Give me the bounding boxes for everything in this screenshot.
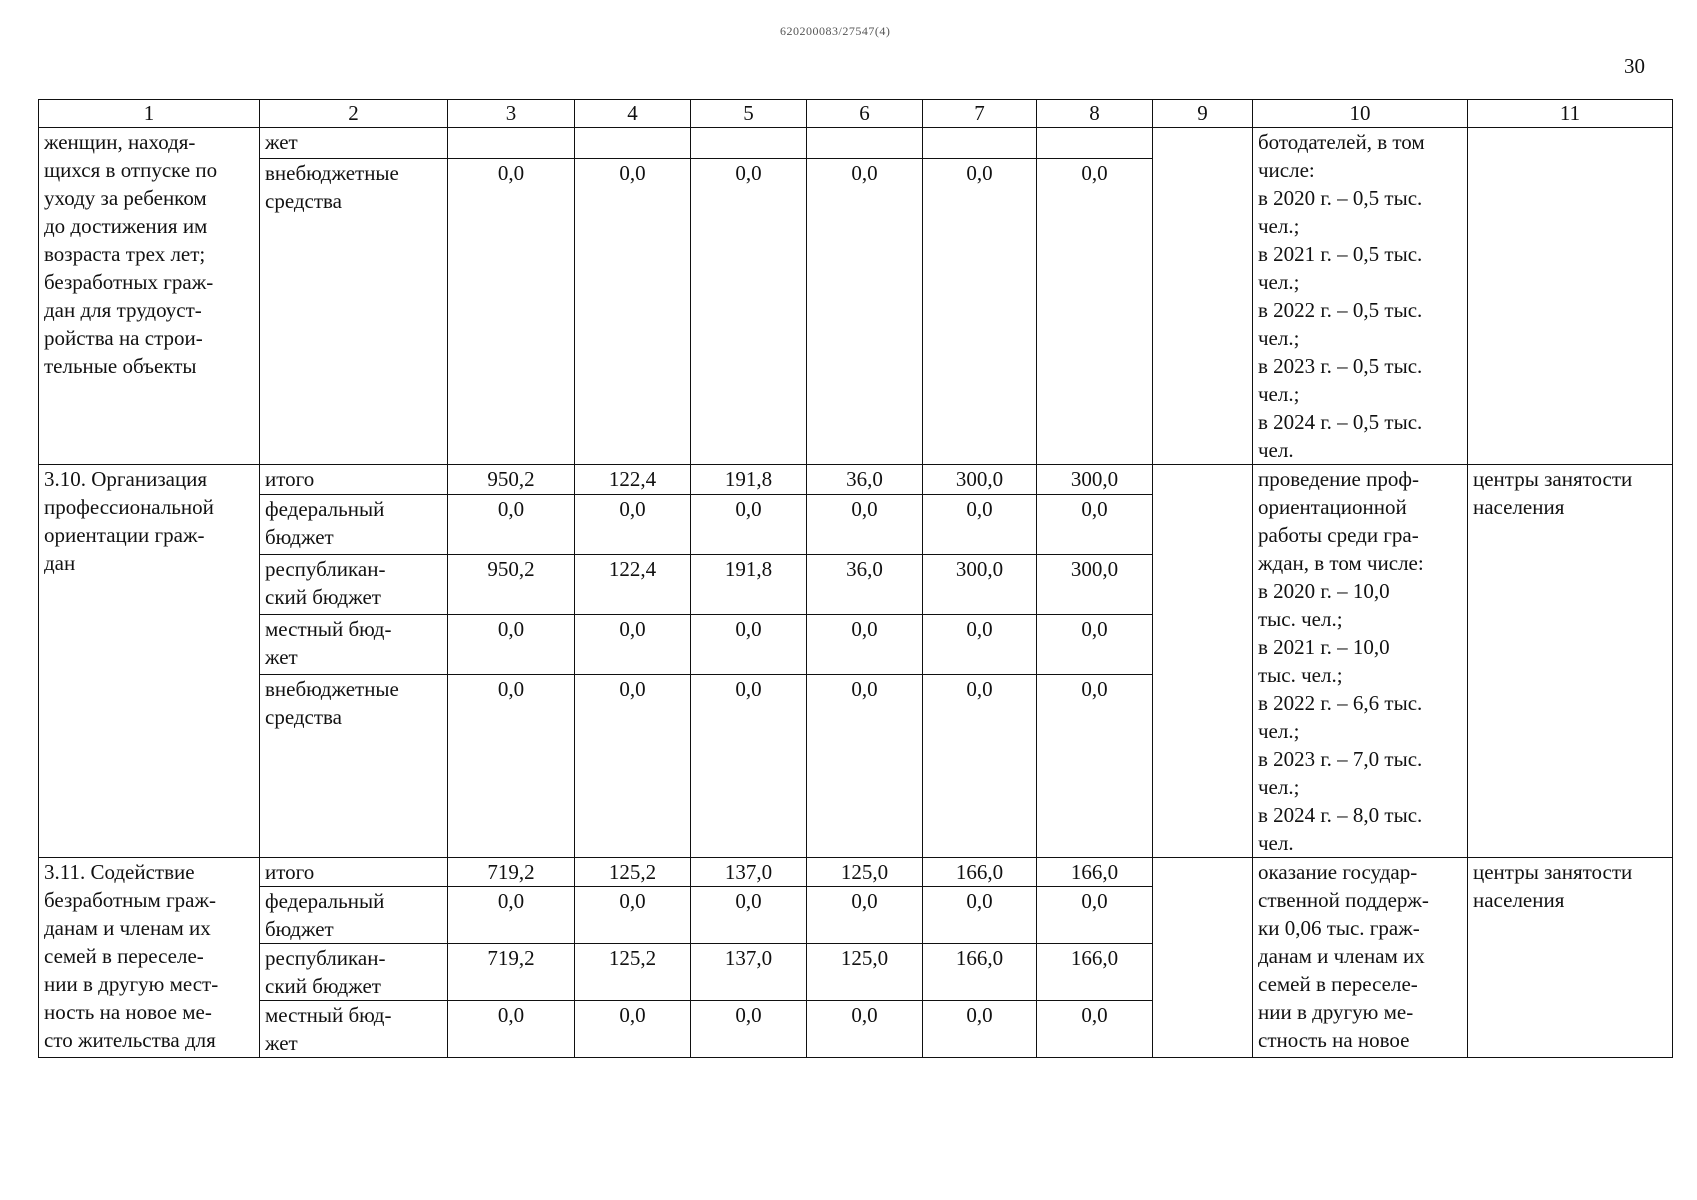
text-line: безработным граж-	[44, 888, 217, 912]
column-number: 4	[575, 100, 691, 128]
amount-cell: 300,0	[923, 555, 1037, 615]
text-line: в 2024 г. – 8,0 тыс.	[1258, 803, 1423, 827]
text-line: дан для трудоуст-	[44, 298, 202, 322]
amount-cell: 0,0	[1037, 674, 1153, 857]
amount-cell: 0,0	[448, 158, 575, 464]
amount-cell: 0,0	[448, 1001, 575, 1058]
executor-cell	[1468, 465, 1673, 858]
amount-cell: 0,0	[575, 614, 691, 674]
funding-source-cell	[260, 887, 448, 944]
amount-cell: 0,0	[575, 887, 691, 944]
text-line: республикан-	[265, 946, 386, 970]
column-number-row	[39, 100, 1673, 128]
amount-cell: 0,0	[923, 158, 1037, 464]
text-line: нии в другую ме-	[1258, 1000, 1414, 1024]
activity-name-cell	[39, 858, 260, 1058]
amount-cell: 950,2	[448, 555, 575, 615]
amount-cell: 300,0	[1037, 555, 1153, 615]
text-line: оказание государ-	[1258, 860, 1418, 884]
text-line: ботодателей, в том	[1258, 130, 1425, 154]
text-line: ждан, в том числе:	[1258, 551, 1424, 575]
text-line: чел.	[1258, 438, 1294, 462]
text-line: итого	[265, 860, 315, 884]
funding-source-cell	[260, 1001, 448, 1058]
amount-cell: 0,0	[1037, 887, 1153, 944]
amount-cell: 0,0	[1037, 614, 1153, 674]
text-line: средства	[265, 704, 343, 729]
funding-source-cell	[260, 674, 448, 857]
text-line: ройства на строи-	[44, 326, 203, 350]
text-line: тыс. чел.;	[1258, 663, 1343, 687]
text-line: возраста трех лет;	[44, 242, 206, 266]
text-line: профессиональной	[44, 495, 214, 519]
amount-cell: 0,0	[923, 1001, 1037, 1058]
text-line: чел.;	[1258, 270, 1300, 294]
text-line: федеральный	[265, 497, 385, 522]
text-line: данам и членам их	[1258, 944, 1425, 968]
amount-cell: 36,0	[807, 555, 923, 615]
text-line: ориентационной	[1258, 495, 1407, 519]
amount-cell: 0,0	[807, 887, 923, 944]
amount-cell: 125,2	[575, 858, 691, 887]
text-line: республикан-	[265, 557, 386, 582]
funding-row	[39, 858, 1673, 887]
text-line: уходу за ребенком	[44, 186, 207, 210]
amount-cell: 0,0	[448, 495, 575, 555]
amount-cell: 0,0	[691, 887, 807, 944]
page-number: 30	[1624, 54, 1645, 78]
amount-cell: 0,0	[448, 887, 575, 944]
amount-cell: 0,0	[691, 614, 807, 674]
text-line: семей в переселе-	[1258, 972, 1418, 996]
text-line: до достижения им	[44, 214, 208, 238]
text-line: работы среди гра-	[1258, 523, 1419, 547]
amount-cell: 0,0	[691, 674, 807, 857]
column-number: 2	[260, 100, 448, 128]
amount-cell	[1037, 128, 1153, 159]
funding-source-cell	[260, 495, 448, 555]
amount-cell: 166,0	[1037, 858, 1153, 887]
text-line: в 2022 г. – 6,6 тыс.	[1258, 691, 1423, 715]
text-line: 3.11. Содействие	[44, 860, 195, 884]
funding-source-cell	[260, 128, 448, 159]
amount-cell	[691, 128, 807, 159]
text-line: центры занятости	[1473, 467, 1633, 491]
text-line: местный бюд-	[265, 1003, 392, 1027]
amount-cell: 0,0	[575, 158, 691, 464]
column-number: 11	[1468, 100, 1673, 128]
column-9-cell	[1153, 858, 1253, 1058]
amount-cell: 0,0	[575, 495, 691, 555]
amount-cell	[448, 128, 575, 159]
document-id: 620200083/27547(4)	[780, 24, 891, 38]
text-line: числе:	[1258, 158, 1315, 182]
amount-cell: 0,0	[575, 1001, 691, 1058]
amount-cell: 122,4	[575, 555, 691, 615]
column-number: 6	[807, 100, 923, 128]
funding-source-cell	[260, 158, 448, 464]
text-line: ский бюджет	[265, 585, 381, 610]
column-number: 9	[1153, 100, 1253, 128]
amount-cell: 137,0	[691, 944, 807, 1001]
column-number: 1	[39, 100, 260, 128]
text-line: ственной поддерж-	[1258, 888, 1429, 912]
funding-source-cell	[260, 858, 448, 887]
text-line: чел.;	[1258, 382, 1300, 406]
text-line: итого	[265, 467, 315, 491]
text-line: ность на новое ме-	[44, 1000, 212, 1024]
text-line: населения	[1473, 495, 1565, 519]
column-number: 5	[691, 100, 807, 128]
text-line: населения	[1473, 888, 1565, 912]
column-number: 7	[923, 100, 1037, 128]
text-line: чел.;	[1258, 326, 1300, 350]
activity-name-cell	[39, 465, 260, 858]
text-line: в 2022 г. – 0,5 тыс.	[1258, 298, 1423, 322]
amount-cell: 191,8	[691, 555, 807, 615]
text-line: безработных граж-	[44, 270, 214, 294]
text-line: щихся в отпуске по	[44, 158, 218, 182]
text-line: в 2023 г. – 0,5 тыс.	[1258, 354, 1423, 378]
column-9-cell	[1153, 465, 1253, 858]
text-line: чел.;	[1258, 719, 1300, 743]
text-line: чел.;	[1258, 775, 1300, 799]
amount-cell: 125,0	[807, 858, 923, 887]
text-line: средства	[265, 188, 343, 213]
amount-cell: 137,0	[691, 858, 807, 887]
text-line: проведение проф-	[1258, 467, 1419, 491]
funding-row	[39, 465, 1673, 495]
text-line: центры занятости	[1473, 860, 1633, 884]
amount-cell: 0,0	[691, 1001, 807, 1058]
amount-cell: 0,0	[1037, 158, 1153, 464]
amount-cell: 166,0	[1037, 944, 1153, 1001]
amount-cell: 719,2	[448, 944, 575, 1001]
amount-cell: 0,0	[923, 674, 1037, 857]
text-line: жет	[265, 1031, 298, 1055]
text-line: ки 0,06 тыс. граж-	[1258, 916, 1420, 940]
activity-name-cell	[39, 128, 260, 465]
text-line: дан	[44, 551, 76, 575]
text-line: в 2023 г. – 7,0 тыс.	[1258, 747, 1423, 771]
text-line: семей в переселе-	[44, 944, 204, 968]
text-line: тыс. чел.;	[1258, 607, 1343, 631]
amount-cell: 0,0	[575, 674, 691, 857]
amount-cell: 191,8	[691, 465, 807, 495]
amount-cell	[807, 128, 923, 159]
expected-result-cell	[1253, 858, 1468, 1058]
amount-cell: 0,0	[691, 495, 807, 555]
column-number: 8	[1037, 100, 1153, 128]
amount-cell: 0,0	[807, 1001, 923, 1058]
text-line: внебюджетные	[265, 676, 399, 701]
text-line: нии в другую мест-	[44, 972, 219, 996]
funding-source-cell	[260, 944, 448, 1001]
amount-cell: 0,0	[923, 495, 1037, 555]
text-line: бюджет	[265, 525, 334, 550]
text-line: данам и членам их	[44, 916, 211, 940]
text-line: в 2024 г. – 0,5 тыс.	[1258, 410, 1423, 434]
amount-cell: 0,0	[923, 887, 1037, 944]
text-line: сто жительства для	[44, 1028, 216, 1052]
amount-cell	[923, 128, 1037, 159]
text-line: внебюджетные	[265, 160, 399, 185]
amount-cell: 0,0	[1037, 495, 1153, 555]
amount-cell: 166,0	[923, 858, 1037, 887]
amount-cell: 0,0	[1037, 1001, 1153, 1058]
text-line: бюджет	[265, 917, 334, 941]
text-line: женщин, находя-	[44, 130, 196, 154]
text-line: федеральный	[265, 889, 385, 913]
funding-source-cell	[260, 465, 448, 495]
text-line: ский бюджет	[265, 974, 381, 998]
expected-result-cell	[1253, 128, 1468, 465]
funding-row	[39, 128, 1673, 159]
text-line: жет	[265, 130, 298, 154]
text-line: чел.;	[1258, 214, 1300, 238]
executor-cell	[1468, 128, 1673, 465]
executor-cell	[1468, 858, 1673, 1058]
amount-cell: 0,0	[807, 674, 923, 857]
amount-cell: 300,0	[923, 465, 1037, 495]
budget-table	[38, 99, 1673, 1058]
text-line: в 2021 г. – 0,5 тыс.	[1258, 242, 1423, 266]
amount-cell: 950,2	[448, 465, 575, 495]
amount-cell: 719,2	[448, 858, 575, 887]
amount-cell: 122,4	[575, 465, 691, 495]
amount-cell: 0,0	[807, 158, 923, 464]
funding-source-cell	[260, 614, 448, 674]
text-line: жет	[265, 644, 298, 669]
text-line: в 2020 г. – 0,5 тыс.	[1258, 186, 1423, 210]
text-line: в 2021 г. – 10,0	[1258, 635, 1390, 659]
funding-source-cell	[260, 555, 448, 615]
text-line: в 2020 г. – 10,0	[1258, 579, 1390, 603]
amount-cell: 0,0	[448, 614, 575, 674]
text-line: тельные объекты	[44, 354, 197, 378]
amount-cell: 166,0	[923, 944, 1037, 1001]
amount-cell: 300,0	[1037, 465, 1153, 495]
amount-cell: 125,0	[807, 944, 923, 1001]
text-line: местный бюд-	[265, 616, 392, 641]
amount-cell: 36,0	[807, 465, 923, 495]
column-number: 10	[1253, 100, 1468, 128]
amount-cell: 125,2	[575, 944, 691, 1001]
amount-cell: 0,0	[923, 614, 1037, 674]
text-line: 3.10. Организация	[44, 467, 208, 491]
amount-cell: 0,0	[448, 674, 575, 857]
amount-cell: 0,0	[807, 614, 923, 674]
amount-cell	[575, 128, 691, 159]
text-line: стность на новое	[1258, 1028, 1410, 1052]
text-line: ориентации граж-	[44, 523, 205, 547]
amount-cell: 0,0	[807, 495, 923, 555]
text-line: чел.	[1258, 831, 1294, 855]
column-number: 3	[448, 100, 575, 128]
amount-cell: 0,0	[691, 158, 807, 464]
expected-result-cell	[1253, 465, 1468, 858]
column-9-cell	[1153, 128, 1253, 465]
